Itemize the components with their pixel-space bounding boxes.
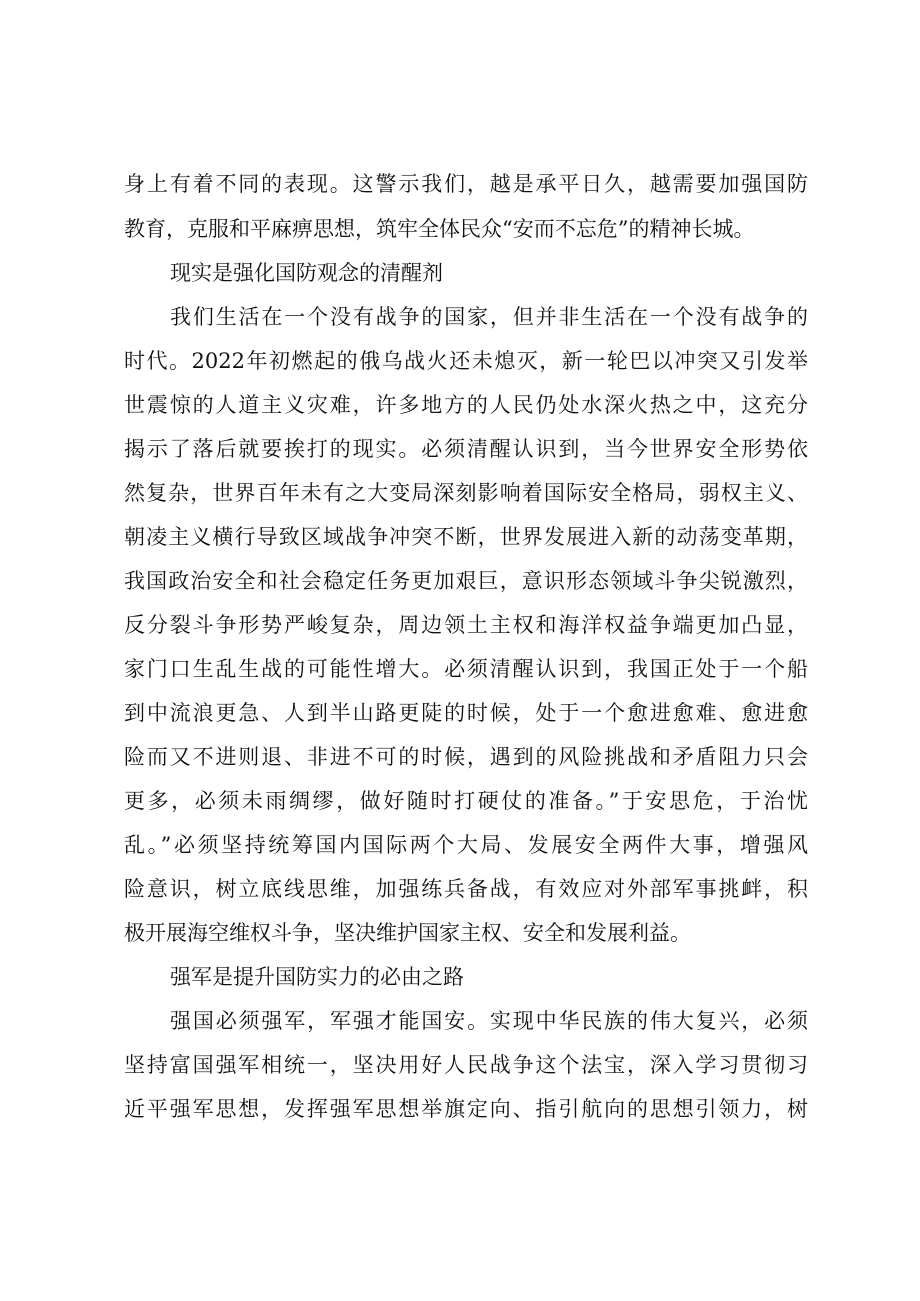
paragraph-2-line-12: 更多，必须未雨绸缪，做好随时打硬仗的准备。”于安思危，于治忧 — [124, 789, 808, 813]
paragraph-3-line-3: 近平强军思想，发挥强军思想举旗定向、指引航向的思想引领力，树 — [124, 1097, 808, 1121]
paragraph-2-line-5: 然复杂，世界百年未有之大变局深刻影响着国际安全格局，弱权主义、 — [124, 481, 808, 505]
paragraph-2-line-13: 乱。”必须坚持统筹国内国际两个大局、发展安全两件大事，增强风 — [124, 833, 808, 857]
paragraph-2-line-15: 极开展海空维权斗争，坚决维护国家主权、安全和发展利益。 — [124, 921, 691, 945]
paragraph-2-line-1: 我们生活在一个没有战争的国家，但并非生活在一个没有战争的 — [170, 305, 808, 329]
section-heading-reality: 现实是强化国防观念的清醒剂 — [170, 261, 443, 285]
paragraph-2-line-2: 时代。2022年初燃起的俄乌战火还未熄灭，新一轮巴以冲突又引发举 — [124, 349, 808, 373]
paragraph-2-line-6: 朝凌主义横行导致区域战争冲突不断，世界发展进入新的动荡变革期， — [124, 525, 808, 549]
paragraph-2-line-3: 世震惊的人道主义灾难，许多地方的人民仍处水深火热之中，这充分 — [124, 393, 808, 417]
paragraph-2-line-7: 我国政治安全和社会稳定任务更加艰巨，意识形态领域斗争尖锐激烈， — [124, 569, 808, 593]
paragraph-2-line-4: 揭示了落后就要挨打的现实。必须清醒认识到，当今世界安全形势依 — [124, 437, 808, 461]
paragraph-1-line-2: 教育，克服和平麻痹思想，筑牢全体民众“安而不忘危”的精神长城。 — [124, 217, 755, 241]
paragraph-2-line-14: 险意识，树立底线思维，加强练兵备战，有效应对外部军事挑衅，积 — [124, 877, 808, 901]
paragraph-3-line-2: 坚持富国强军相统一，坚决用好人民战争这个法宝，深入学习贯彻习 — [124, 1053, 808, 1077]
paragraph-3-line-1: 强国必须强军，军强才能国安。实现中华民族的伟大复兴，必须 — [170, 1009, 808, 1033]
paragraph-1-line-1: 身上有着不同的表现。这警示我们，越是承平日久，越需要加强国防 — [124, 172, 808, 196]
paragraph-2-line-8: 反分裂斗争形势严峻复杂，周边领土主权和海洋权益争端更加凸显， — [124, 613, 808, 637]
paragraph-2-line-9: 家门口生乱生战的可能性增大。必须清醒认识到，我国正处于一个船 — [124, 657, 808, 681]
paragraph-2-line-10: 到中流浪更急、人到半山路更陡的时候，处于一个愈进愈难、愈进愈 — [124, 701, 808, 725]
section-heading-strong-military: 强军是提升国防实力的必由之路 — [170, 965, 464, 989]
paragraph-2-line-11: 险而又不进则退、非进不可的时候，遇到的风险挑战和矛盾阻力只会 — [124, 745, 808, 769]
